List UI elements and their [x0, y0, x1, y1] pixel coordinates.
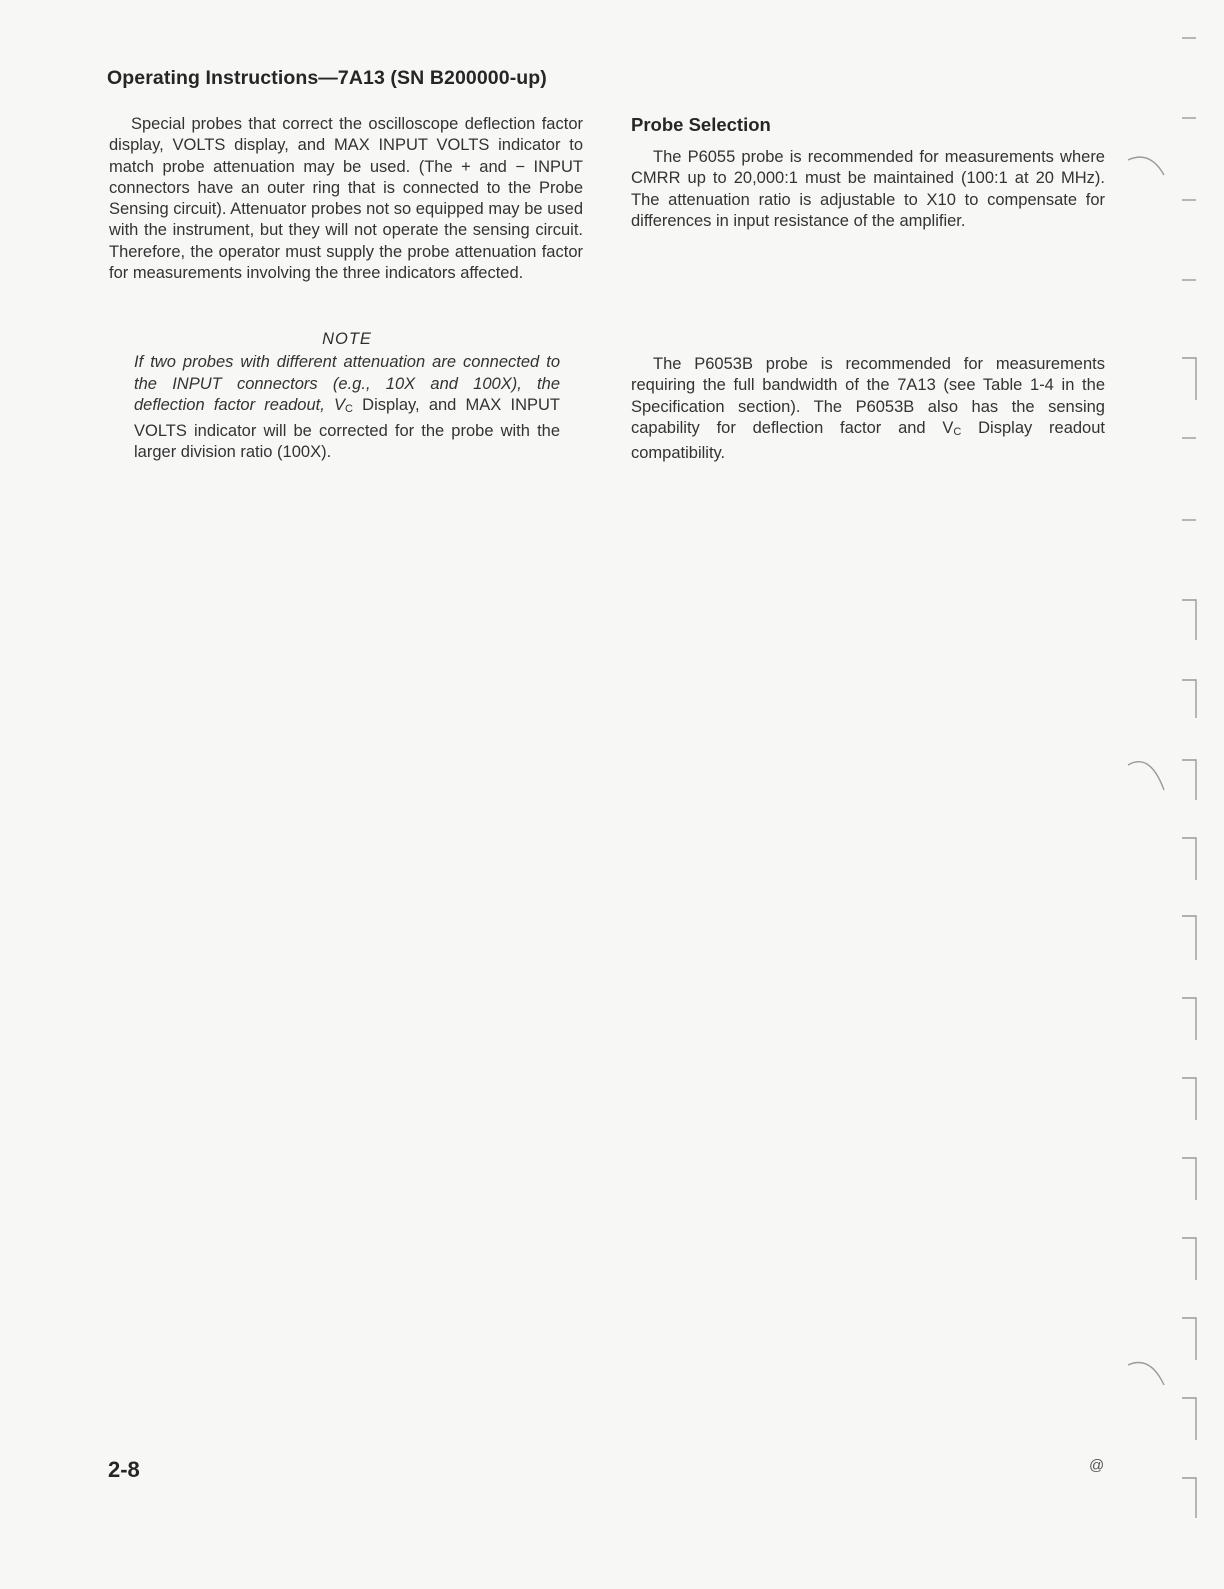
page-header-title: Operating Instructions—7A13 (SN B200000-up) [107, 67, 547, 89]
p6053b-paragraph [631, 354, 1105, 464]
binder-tab-edge [1120, 0, 1224, 1584]
p6053b-paragraph-block [631, 354, 1105, 464]
note-body [134, 352, 560, 464]
p6055-paragraph: The P6055 probe is recommended for measurements where CMRR up to 20,000:1 must be maintained (100:1 at 20 MHz). The attenuation ratio is adjustable to X10 to compensate for differences in input resistance of the amplifier. [631, 148, 1105, 230]
note-title: NOTE [322, 330, 372, 348]
note-rest-text: Display, and MAX INPUT VOLTS indicator will be corrected for the probe with the larger division ratio (100X). [134, 396, 560, 461]
p6053b-vc-subscript: C [953, 425, 962, 438]
left-column [109, 114, 583, 284]
corner-mark: @ [1089, 1457, 1105, 1474]
binder-edge-marks [1120, 0, 1224, 1584]
page-number: 2-8 [108, 1457, 140, 1482]
note-italic-text: If two probes with different attenuation are connected to the INPUT connectors (e.g., 10X and 100X), the deflection factor readout, [134, 353, 560, 414]
p6053b-text-end: Display readout compatibility. [631, 418, 1105, 463]
probe-sensing-paragraph: Special probes that correct the oscilloscope deflection factor display, VOLTS display, and MAX INPUT VOLTS indicator to match probe attenuation may be used. (The + and − INPUT connectors have an outer ring that is connected to the Probe Sensing circuit). Attenuator probes not so equipped may be used with the instrument, but they will not operate the sensing circuit. Therefore, the operator must supply the probe attenuation factor for measurements involving the three indicators affected. [109, 115, 583, 283]
note-vc-subscript: C [345, 403, 353, 415]
probe-selection-heading: Probe Selection [631, 114, 771, 135]
p6053b-text: The P6053B probe is recommended for measurements requiring the full bandwidth of the 7A13 (see Table 1-4 in the Specification section). The P6053B also has the sensing capability for deflection factor and V [631, 355, 1105, 437]
right-column [631, 113, 1105, 232]
note-vc-symbol: V [334, 396, 346, 414]
